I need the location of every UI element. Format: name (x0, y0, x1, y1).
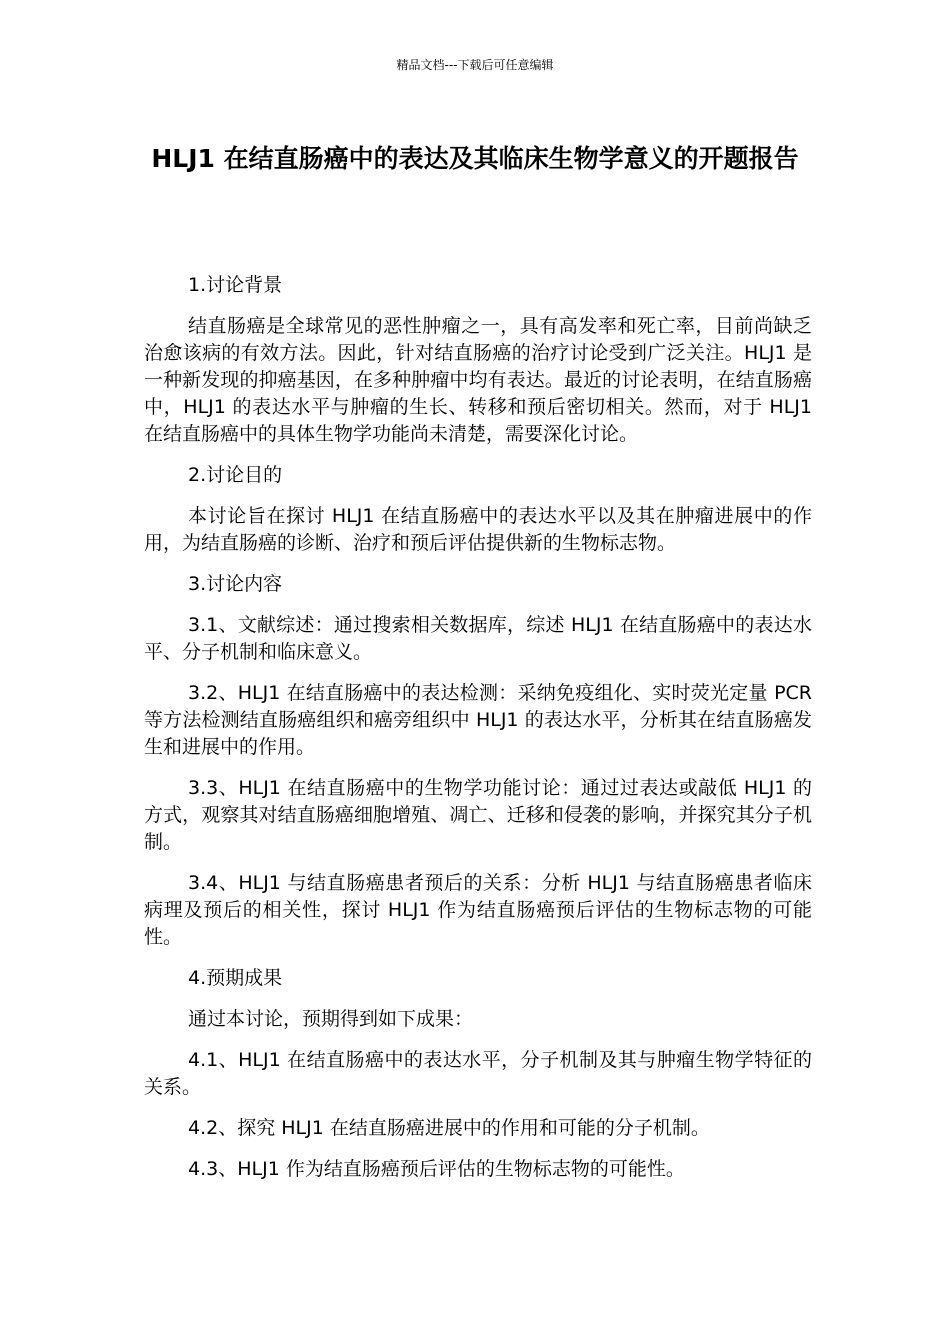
paragraph-purpose: 本讨论旨在探讨 HLJ1 在结直肠癌中的表达水平以及其在肿瘤进展中的作用，为结直肠癌的诊断、治疗和预后评估提供新的生物标志物。 (144, 505, 812, 554)
paragraph-content-3-1: 3.1、文献综述：通过搜索相关数据库，综述 HLJ1 在结直肠癌中的表达水平、分子机制和临床意义。 (144, 614, 812, 663)
paragraph-content-3-4: 3.4、HLJ1 与结直肠癌患者预后的关系：分析 HLJ1 与结直肠癌患者临床病理及预后的相关性，探讨 HLJ1 作为结直肠癌预后评估的生物标志物的可能性。 (144, 872, 812, 948)
page-header-note: 精品文档---下载后可任意编辑 (396, 58, 554, 72)
paragraph-outcome-4-2: 4.2、探究 HLJ1 在结直肠癌进展中的作用和可能的分子机制。 (188, 1117, 710, 1139)
section-heading-content: 3.讨论内容 (188, 573, 283, 595)
section-heading-purpose: 2.讨论目的 (188, 464, 283, 486)
section-heading-background: 1.讨论背景 (188, 274, 283, 296)
paragraph-outcomes-intro: 通过本讨论，预期得到如下成果： (188, 1008, 474, 1030)
paragraph-outcome-4-1: 4.1、HLJ1 在结直肠癌中的表达水平，分子机制及其与肿瘤生物学特征的关系。 (144, 1049, 812, 1098)
document-title: HLJ1 在结直肠癌中的表达及其临床生物学意义的开题报告 (151, 144, 799, 173)
document-body (144, 272, 812, 1197)
section-heading-outcomes: 4.预期成果 (188, 967, 283, 989)
paragraph-outcome-4-3: 4.3、HLJ1 作为结直肠癌预后评估的生物标志物的可能性。 (188, 1158, 685, 1180)
paragraph-content-3-3: 3.3、HLJ1 在结直肠癌中的生物学功能讨论：通过过表达或敲低 HLJ1 的方式，观察其对结直肠癌细胞增殖、凋亡、迁移和侵袭的影响，并探究其分子机制。 (144, 777, 812, 853)
paragraph-background: 结直肠癌是全球常见的恶性肿瘤之一，具有高发率和死亡率，目前尚缺乏治愈该病的有效方法。因此，针对结直肠癌的治疗讨论受到广泛关注。HLJ1 是一种新发现的抑癌基因，在多种肿瘤中均有表达。最近的讨论表明，在结直肠癌中，HLJ1 的表达水平与肿瘤的生长、转移和预后密切相关。然而，对于 HLJ1 在结直肠癌中的具体生物学功能尚未清楚，需要深化讨论。 (144, 315, 812, 445)
paragraph-content-3-2: 3.2、HLJ1 在结直肠癌中的表达检测：采纳免疫组化、实时荧光定量 PCR 等方法检测结直肠癌组织和癌旁组织中 HLJ1 的表达水平，分析其在结直肠癌发生和进展中的作用。 (144, 682, 812, 758)
